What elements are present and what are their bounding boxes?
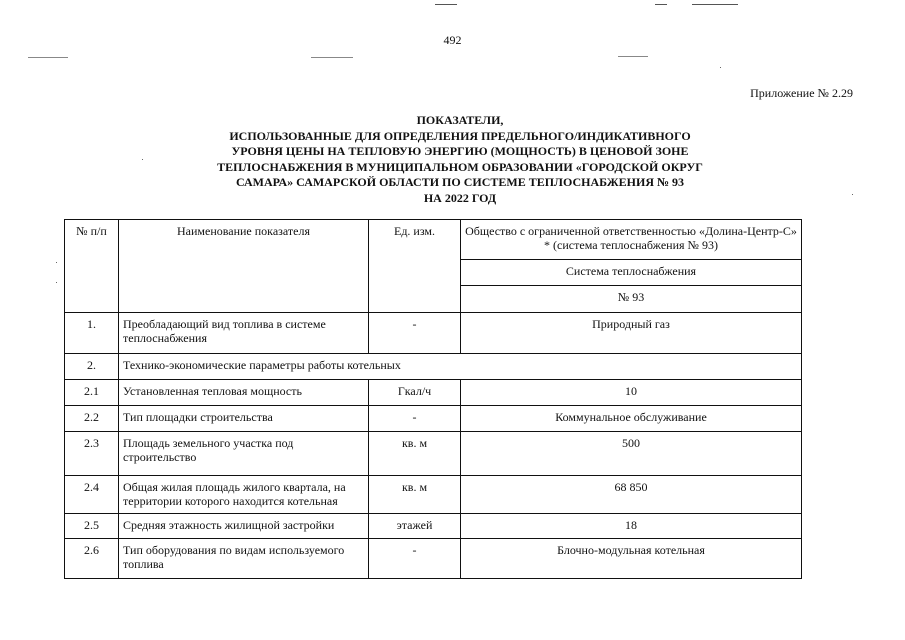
row-name: Тип площадки строительства [119,406,369,432]
scan-artifact [852,194,853,195]
appendix-label: Приложение № 2.29 [750,86,853,100]
scan-artifact [56,262,57,263]
row-num: 2.1 [65,380,119,406]
row-name: Средняя этажность жилищной застройки [119,514,369,539]
row-value: 18 [461,514,802,539]
row-name: Тип оборудования по видам используемого топлива [119,539,369,579]
row-value: 10 [461,380,802,406]
header-name: Наименование показателя [119,220,369,313]
header-unit: Ед. изм. [369,220,461,313]
table-row [65,539,802,579]
row-value: 500 [461,432,802,476]
table-row [65,406,802,432]
header-organization: Общество с ограниченной ответственностью «Долина-Центр-С» * (система теплоснабжения № 93) [461,220,802,260]
row-name: Установленная тепловая мощность [119,380,369,406]
row-num: 1. [65,313,119,354]
scan-artifact [311,57,353,58]
title-line: ИСПОЛЬЗОВАННЫЕ ДЛЯ ОПРЕДЕЛЕНИЯ ПРЕДЕЛЬНОГО/ИНДИКАТИВНОГО [229,128,691,143]
title-line: НА 2022 ГОД [423,190,497,205]
header-num: № п/п [65,220,119,313]
title-line: ПОКАЗАТЕЛИ, [416,113,504,127]
title-line: ТЕПЛОСНАБЖЕНИЯ В МУНИЦИПАЛЬНОМ ОБРАЗОВАНИИ «ГОРОДСКОЙ ОКРУГ [217,159,703,174]
row-unit: Гкал/ч [369,380,461,406]
row-name: Преобладающий вид топлива в системе теплоснабжения [119,313,369,354]
row-value: Коммунальное обслуживание [461,406,802,432]
scan-artifact [618,56,648,57]
title-line: УРОВНЯ ЦЕНЫ НА ТЕПЛОВУЮ ЭНЕРГИЮ (МОЩНОСТЬ) В ЦЕНОВОЙ ЗОНЕ [231,144,689,158]
scan-artifact [692,4,738,5]
table-row [65,514,802,539]
table-row [65,313,802,354]
scan-artifact [435,4,457,5]
row-num: 2.6 [65,539,119,579]
row-unit: - [369,406,461,432]
scan-artifact [56,282,57,283]
row-value: 68 850 [461,476,802,514]
title-line: САМАРА» САМАРСКОЙ ОБЛАСТИ ПО СИСТЕМЕ ТЕПЛОСНАБЖЕНИЯ № 93 [235,175,685,189]
row-num: 2. [65,354,119,380]
header-system: Система теплоснабжения [461,260,802,286]
indicators-table [64,219,802,579]
row-num: 2.4 [65,476,119,514]
scan-artifact [142,159,143,160]
scan-artifact [28,57,68,58]
row-value: Блочно-модульная котельная [461,539,802,579]
table-section-row [65,354,802,380]
row-name: Площадь земельного участка под строительство [119,432,369,476]
row-unit: кв. м [369,476,461,514]
scan-artifact [720,67,721,68]
row-name: Общая жилая площадь жилого квартала, на территории которого находится котельная [119,476,369,514]
row-unit: кв. м [369,432,461,476]
document-title [150,113,770,206]
header-system-number: № 93 [461,286,802,313]
table-header-row [65,220,802,260]
table-row [65,432,802,476]
table-row [65,380,802,406]
row-unit: - [369,313,461,354]
row-num: 2.5 [65,514,119,539]
scan-artifact [655,4,667,5]
row-unit: - [369,539,461,579]
row-num: 2.3 [65,432,119,476]
page-number: 492 [443,33,462,47]
table-row [65,476,802,514]
section-title: Технико-экономические параметры работы котельных [119,354,802,380]
row-unit: этажей [369,514,461,539]
row-value: Природный газ [461,313,802,354]
row-num: 2.2 [65,406,119,432]
